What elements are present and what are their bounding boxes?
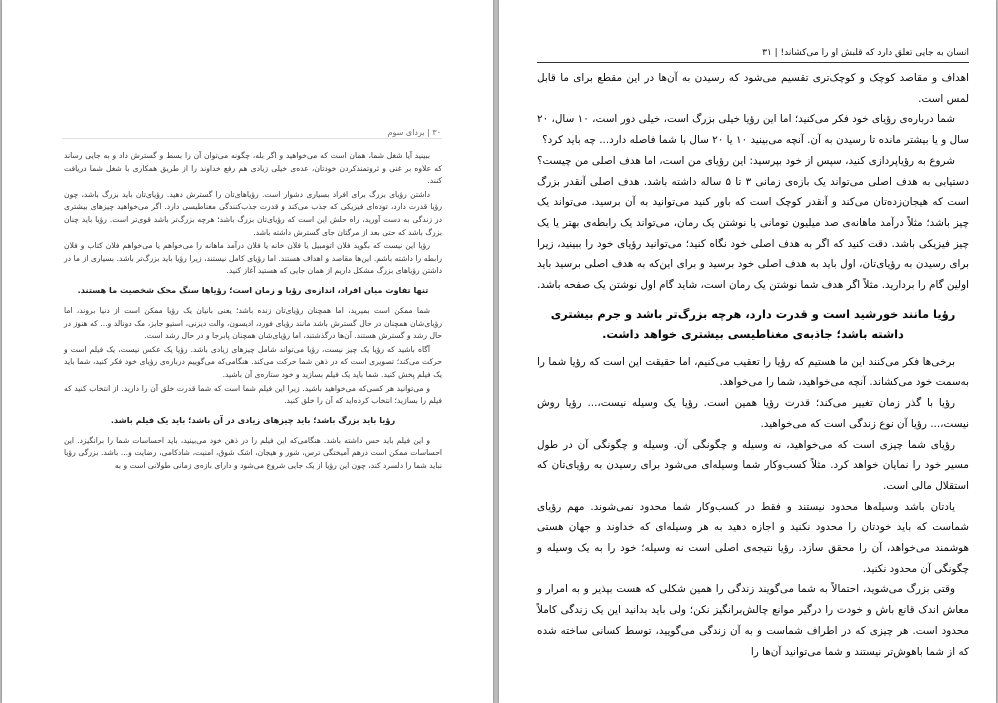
left-paragraph: و می‌توانید هر کسی‌که می‌خواهید باشید. زیرا این فیلم شما است که شما قدرت خلق آن را دارید. از انتخاب کنید که فیلم را بسازید؛ انتخاب کرده‌اید که آن را خلق کنید. xyxy=(64,383,442,406)
right-paragraph: اهداف و مقاصد کوچک و کوچک‌تری تقسیم می‌شود که رسیدن به آن‌ها در این مقطع برای ما قابل لمس است. xyxy=(537,72,969,105)
right-page-header-rule xyxy=(537,48,969,63)
left-paragraph: داشتن رؤیای بزرگ برای افراد بسیاری دشوار است. رؤیاهای‌تان را گسترش دهید. رؤیای‌تان باید بزرگ باشد، چون رؤیا قدرت دارد، توده‌ای فیزیکی که جذب می‌کند و قدرت جذب‌کنندگی مغناطیسی دارد. اگر می‌خواهید چیزهای بیشتری در زندگی به دست آورید، راه حلش این است که رؤیای‌تان بزرگ باشد؛ هرچه بزرگ‌تر باشد قوی‌تر است. رؤیا باید چنان بزرگ باشد که حتی بعد از مرگتان جای گسترش داشته باشد. xyxy=(64,189,442,237)
right-section-heading: رؤیا مانند خورشید است و قدرت دارد، هرچه بزرگ‌تر باشد و جرم بیشتری داشته باشد؛ جاذبه‌ی مغناطیسی بیشتری خواهد داشت. xyxy=(550,306,956,341)
left-paragraph: ببینید آیا شغل شما، همان است که می‌خواهید و اگر بله، چگونه می‌توان آن را بسط و گسترش داد و به جایی رساند که علاوه بر غنی و ثروتمندکردن خودتان، عده‌ی خیلی زیادی هم رفع خداوند را از طریق همکاری با شغل شما دریافت کنند. xyxy=(64,151,442,186)
left-page xyxy=(2,0,493,703)
left-paragraph: و این فیلم باید حس داشته باشد. هنگامی‌که این فیلم را در ذهن خود می‌بینید، باید احساسات شما را برانگیزد. این احساسات ممکن است درهم آمیختگی ترس، شور و هیجان، اشک شوق، امنیت، شادکامی، رضایت و... باشد. بزرگی رؤیا نباید شما را دلسرد کند، چون این رؤیا از یک جایی شروع می‌شود و دارای بازه‌ی زمانی طولانی است و به xyxy=(64,435,442,470)
right-paragraph: شروع به رؤیاپردازی کنید، سپس از خود بپرسید: این رؤیای من است، اما هدف اصلی من چیست؟ دستیابی به هدف اصلی می‌تواند یک بازه‌ی زمانی ۳ تا ۵ ساله داشته باشد. هدف اصلی آنقدر بزرگ است که هیجان‌زده‌تان می‌کند و آنقدر کوچک است که باور کنید می‌توانید به آن برسید. می‌تواند یک چیز باشد؛ مثلاً درآمد ماهانه‌ی صد میلیون تومانی یا نوشتن یک رمان، می‌تواند یک رابطه‌ی بهتر یا یک چیز فیزیکی باشد. دقت کنید که اگر به هدف اصلی خود نگاه کنید؛ می‌توانید رؤیای خود را ببینید، زیرا برای رسیدن به رؤیای‌تان، اول باید به هدف اصلی خود برسید و برای این‌که به هدف اصلی برسید باید اولین گام را بردارید. مثلاً اگر هدف شما نوشتن یک رمان است، شاید گام اول نوشتن یک صفحه باشد. xyxy=(537,154,969,292)
right-paragraph: رؤیای شما چیزی است که می‌خواهید، نه وسیله و چگونگی آن. وسیله و چگونگی آن در طول مسیر خود را نمایان خواهد کرد. مثلاً کسب‌وکار شما وسیله‌ای می‌شود برای رسیدن به رؤیای‌تان که استقلال مالی است. xyxy=(537,438,969,492)
right-paragraph: رؤیا با گذر زمان تغییر می‌کند؛ قدرت رؤیا همین است. رؤیا یک وسیله نیست،... رؤیا روش نیست،... رؤیا آن نوع زندگی است که می‌خواهید. xyxy=(537,397,969,430)
right-paragraph: وقتی بزرگ می‌شوید، احتمالاً به شما می‌گویند زندگی را همین شکلی که هست بپذیر و به امرار و معاش اندک قانع باش و خودت را درگیر موانع چالش‌برانگیز نکن؛ ولی باید بدانید این یک زندگی کاملاً محدود است. هر چیزی که در اطراف شماست و به آن زندگی می‌گویید، توسط کسانی ساخته شده که از شما باهوش‌تر نیستند و شما می‌توانید آن‌ها را xyxy=(537,583,969,658)
right-paragraph: شما درباره‌ی رؤیای خود فکر می‌کنید؛ اما این رؤیا خیلی بزرگ است، خیلی دور است، ۱۰ سال، ۲۰ سال و یا بیشتر مانده تا رسیدن به آن. آنچه می‌بینید ۱۰ یا ۲۰ سال با شما فاصله دارد... چه باید کرد؟ xyxy=(537,113,969,147)
left-paragraph: شما ممکن است بمیرید، اما همچنان رؤیای‌تان زنده باشد؛ یعنی بانیان یک رؤیا ممکن است از دنیا بروند، اما رؤیای‌شان همچنان در حال گسترش باشد مانند رؤیای فورد، ادیسون، والت دیزنی، استیو جابز، مک دونالد و... که هنوز در حال رشد و گسترش هستند. آن‌ها درگذشتند، اما رؤیای‌شان همچنان پابرجا و در حال رشد است. xyxy=(64,305,442,341)
right-page xyxy=(499,0,996,703)
right-paragraph: برخی‌ها فکر می‌کنند این ما هستیم که رؤیا را تعقیب می‌کنیم، اما حقیقت این است که رؤیا شما را به‌سمت خود می‌کشاند. آنچه می‌خواهید، شما را می‌خواهد. xyxy=(537,355,969,389)
left-page-header-rule xyxy=(62,130,442,139)
right-page-body xyxy=(537,68,969,662)
left-section-heading: تنها تفاوت میان افراد، اندازه‌ی رؤیا و زمان است؛ رؤیاها سنگ محک شخصیت ما هستند. xyxy=(77,284,429,295)
left-paragraph: آگاه باشید که رؤیا یک چیز نیست، رؤیا می‌تواند شامل چیزهای زیادی باشد. رؤیا یک عکس نیست، یک فیلم است و حرکت می‌کند؛ تصویری است که در ذهن شما حرکت می‌کند. هنگامی‌که می‌گوییم درباره‌ی رؤیای خود فکر کنید، شما باید یک فیلم پخش کنید. شما باید یک فیلم بسازید و خود ستاره‌ی آن باشید. xyxy=(64,344,442,379)
left-page-body xyxy=(64,150,442,473)
left-page-header: ۳۰ | بردا‌ی سوم xyxy=(387,128,441,137)
left-paragraph: رؤیا این نیست که بگوید فلان اتومبیل یا فلان خانه یا فلان درآمد ماهانه را می‌خواهم یا می‌خواهم فلان کتاب و فلان رابطه را داشته باشم. این‌ها مقاصد و اهداف هستند. اما رؤیای کامل نیستند، زیرا رؤیا باید بزرگ‌تر باشد. بسیاری از ما در داشتن رؤیاهای بزرگ مشکل داریم از همان جایی که هستید آغاز کنید. xyxy=(64,241,442,276)
left-section-heading: رؤیا باید بزرگ باشد؛ باید چیزهای زیادی در آن باشد؛ باید یک فیلم باشد. xyxy=(110,414,396,425)
right-paragraph: یادتان باشد وسیله‌ها محدود نیستند و فقط در کسب‌وکار شما محدود نمی‌شوند. مهم رؤیای شماست که باید خودتان را محدود نکنید و اجازه دهید به هر وسیله‌ای که خداوند و جهان هستی هوشمند می‌خواهد، آن را محقق سازد. رؤیا نتیجه‌ی اصلی است نه وسیله؛ خود را به یک وسیله و چگونگی آن محدود نکنید. xyxy=(537,500,969,575)
right-page-header: انسان به جایی تعلق دارد که قلبش او را می‌کشاند! | ۳۱ xyxy=(762,48,969,58)
